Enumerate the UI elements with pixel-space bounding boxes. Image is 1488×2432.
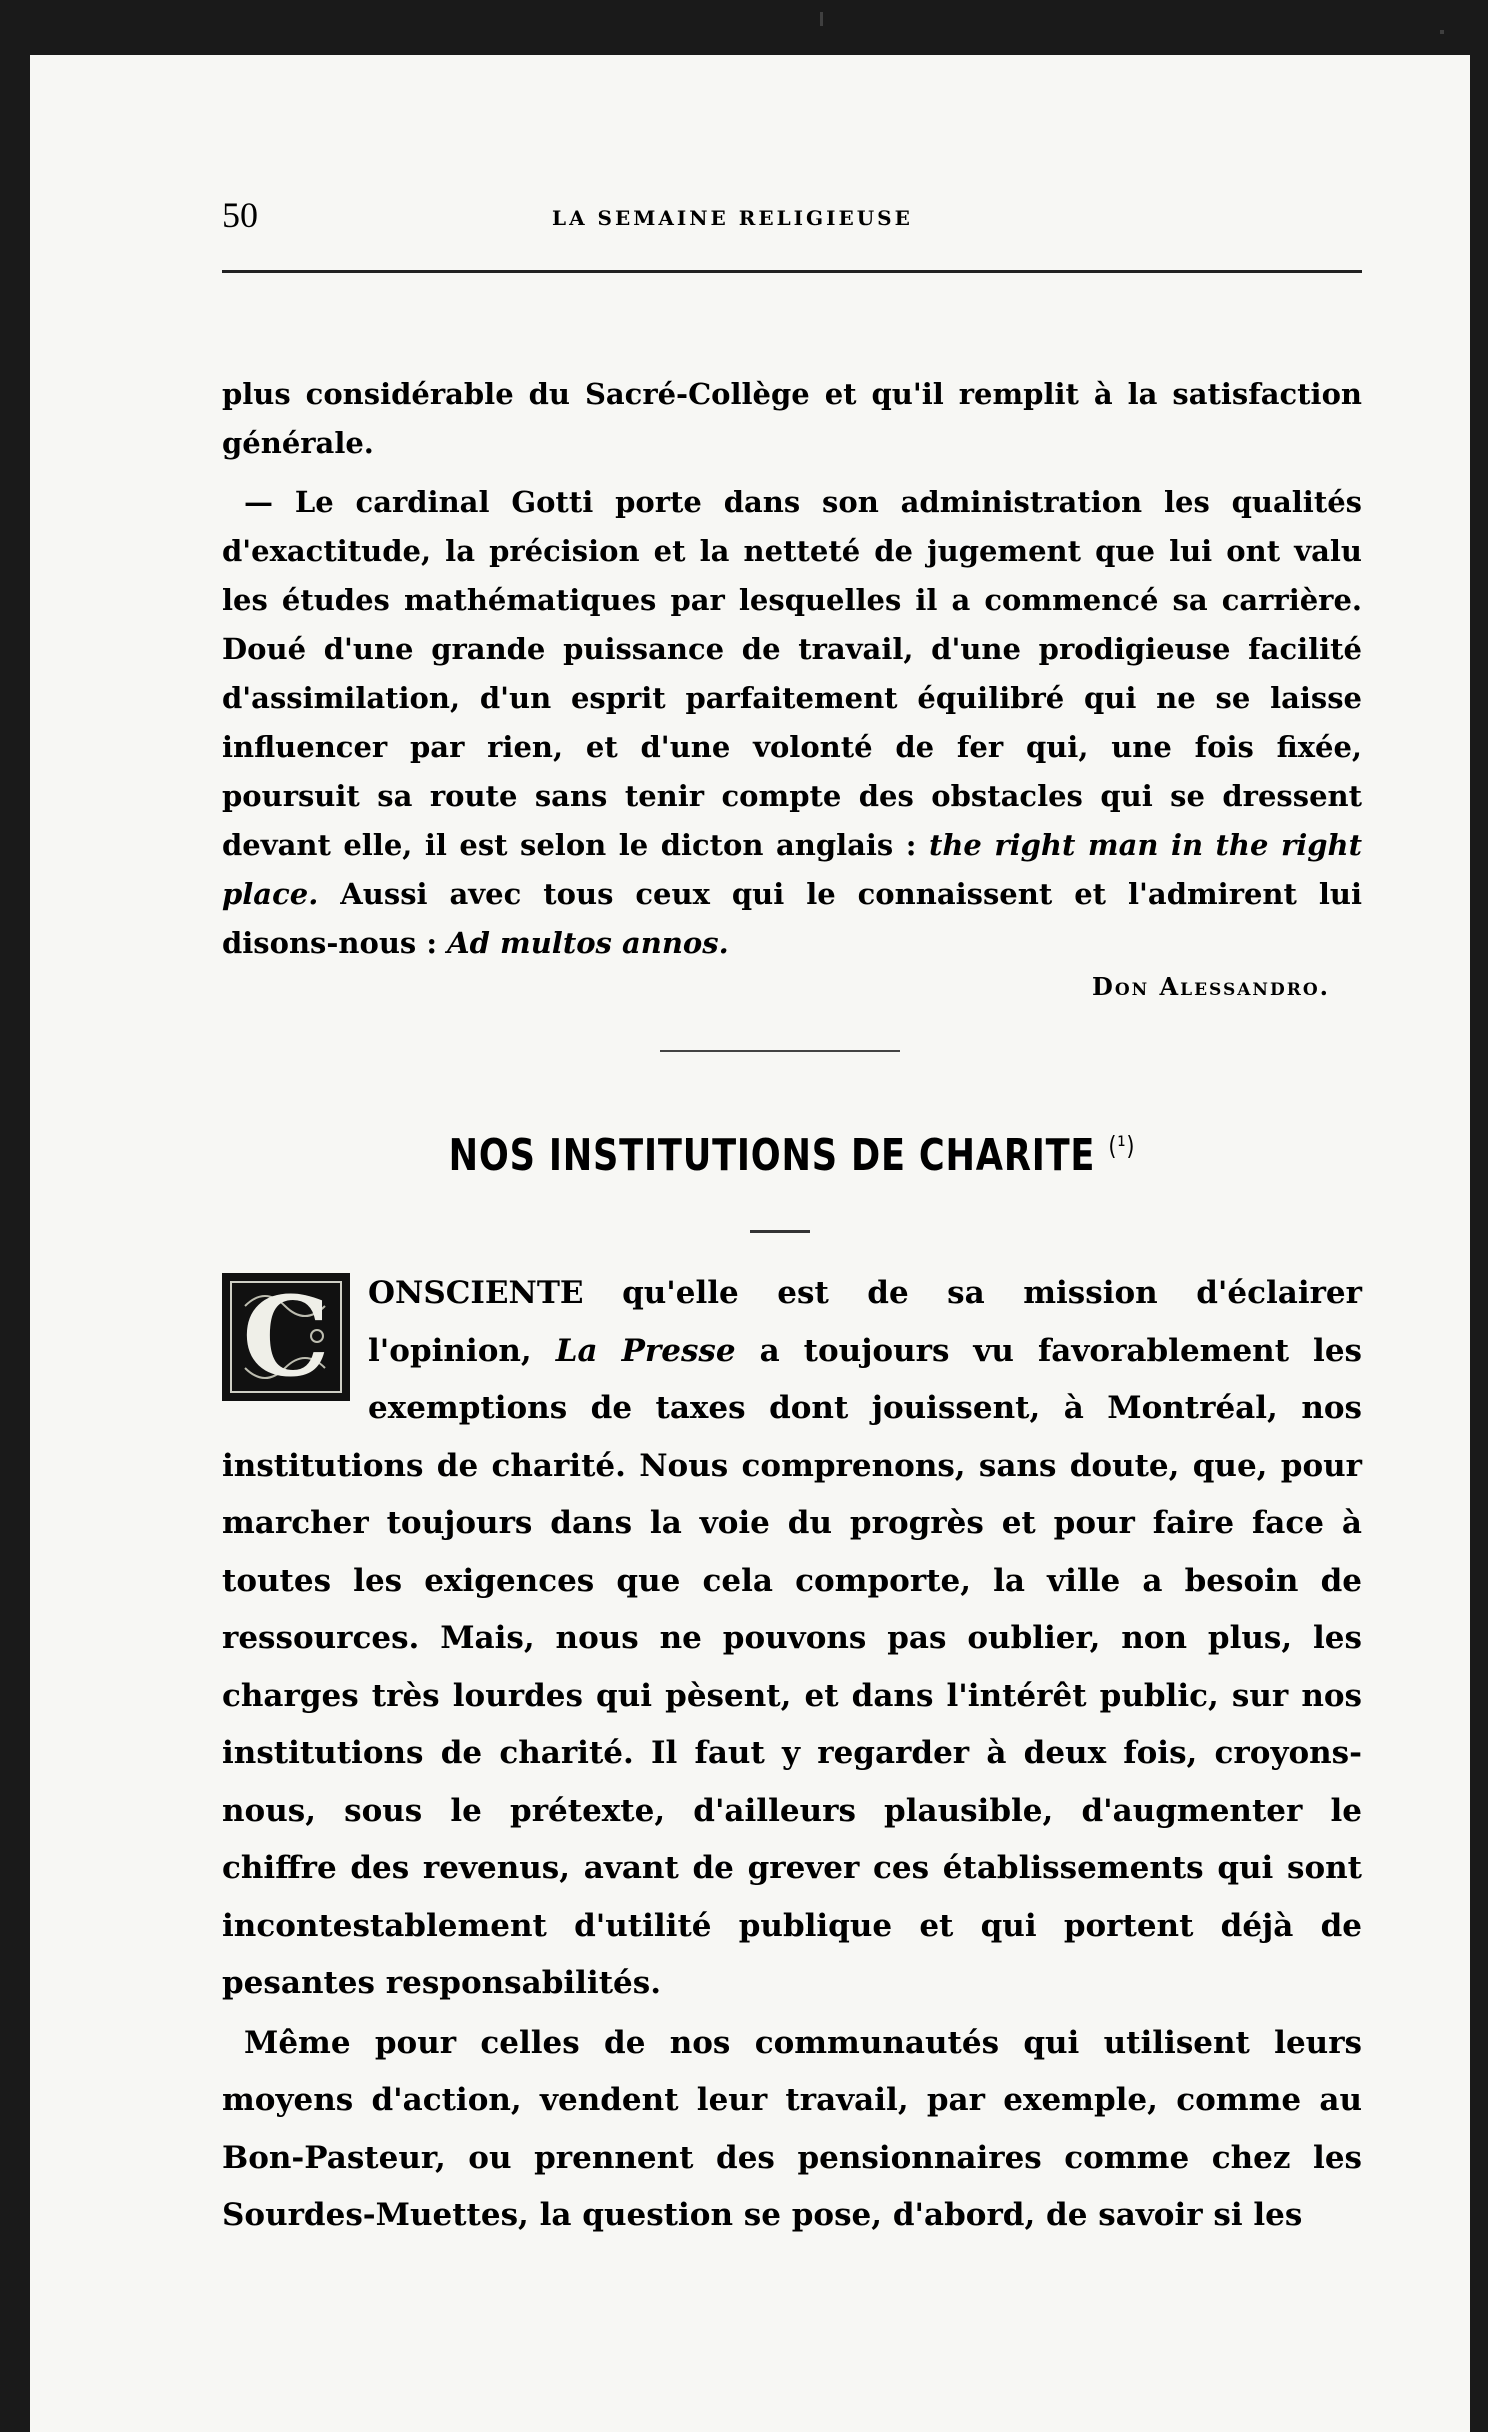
section-title xyxy=(336,1130,1248,1181)
article-continuation xyxy=(222,370,1362,968)
paragraph: plus considérable du Sacré-Collège et qu'il remplit à la satisfaction générale. xyxy=(222,377,1362,460)
scan-speck xyxy=(1440,30,1444,34)
signature-text: Don Alessandro. xyxy=(1092,972,1330,1001)
footnote-marker: (¹) xyxy=(1108,1131,1136,1162)
page-header xyxy=(222,190,1362,274)
title-rule xyxy=(750,1230,810,1233)
scan-speck xyxy=(820,12,823,26)
paragraph-text: a toujours vu favorablement les exemptions de taxes dont jouissent, à Montréal, nos institutions de charité. Nous comprenons, sans doute, que, pour marcher toujours dans la voie du progrès et pour faire face à toutes les exigences que cela comporte, la ville a besoin de ressources. Mais, nous ne pouvons pas oublier, non plus, les charges très lourdes qui pèsent, et dans l'intérêt public, sur nos institutions de charité. Il faut y regarder à deux fois, croyons-nous, sous le prétexte, d'ailleurs plausible, d'augmenter le chiffre des revenus, avant de grever ces établissements qui sont incontestablement d'utilité publique et qui portent déjà de pesantes responsabilités. xyxy=(222,1332,1362,2001)
section-title-text: NOS INSTITUTIONS DE CHARITE xyxy=(448,1130,1096,1181)
page-number: 50 xyxy=(222,195,258,235)
latin-text: Ad multos annos. xyxy=(447,926,729,960)
paragraph xyxy=(222,1265,1362,2013)
running-title: LA SEMAINE RELIGIEUSE xyxy=(552,206,913,230)
paragraph-text: — Le cardinal Gotti porte dans son administration les qualités d'exactitude, la précision et la netteté de jugement que lui ont valu les études mathématiques par lesquelles il a commencé sa carrière. Doué d'une grande puissance de travail, d'une prodigieuse facilité d'assimilation, d'un esprit parfaitement équilibré qui ne se laisse influencer par rien, et d'une volonté de fer qui, une fois fixée, poursuit sa route sans tenir compte des obstacles qui se dressent devant elle, il est selon le dicton anglais : xyxy=(222,485,1362,862)
section-separator xyxy=(660,1050,900,1052)
dropcap-ornament xyxy=(222,1273,350,1401)
paragraph-text: Aussi avec tous ceux qui le connaissent et l'admirent lui disons-nous : xyxy=(222,877,1362,960)
signature xyxy=(222,972,1330,1001)
newspaper-name: La Presse xyxy=(555,1332,736,1369)
dropcap-letter: C xyxy=(242,1272,330,1401)
paragraph: Même pour celles de nos communautés qui utilisent leurs moyens d'action, vendent leur travail, par exemple, comme au Bon-Pasteur, ou prennent des pensionnaires comme chez les Sourdes-Muettes, la question se pose, d'abord, de savoir si les xyxy=(222,2024,1362,2233)
article-body xyxy=(222,1265,1362,2245)
paragraph xyxy=(222,478,1362,968)
paragraph-text: ONSCIENTE qu'elle est de sa mission d'éclairer l'opinion, xyxy=(368,1275,1362,1369)
header-rule xyxy=(222,270,1362,273)
quote-text: the right man in the right place. xyxy=(222,828,1362,911)
